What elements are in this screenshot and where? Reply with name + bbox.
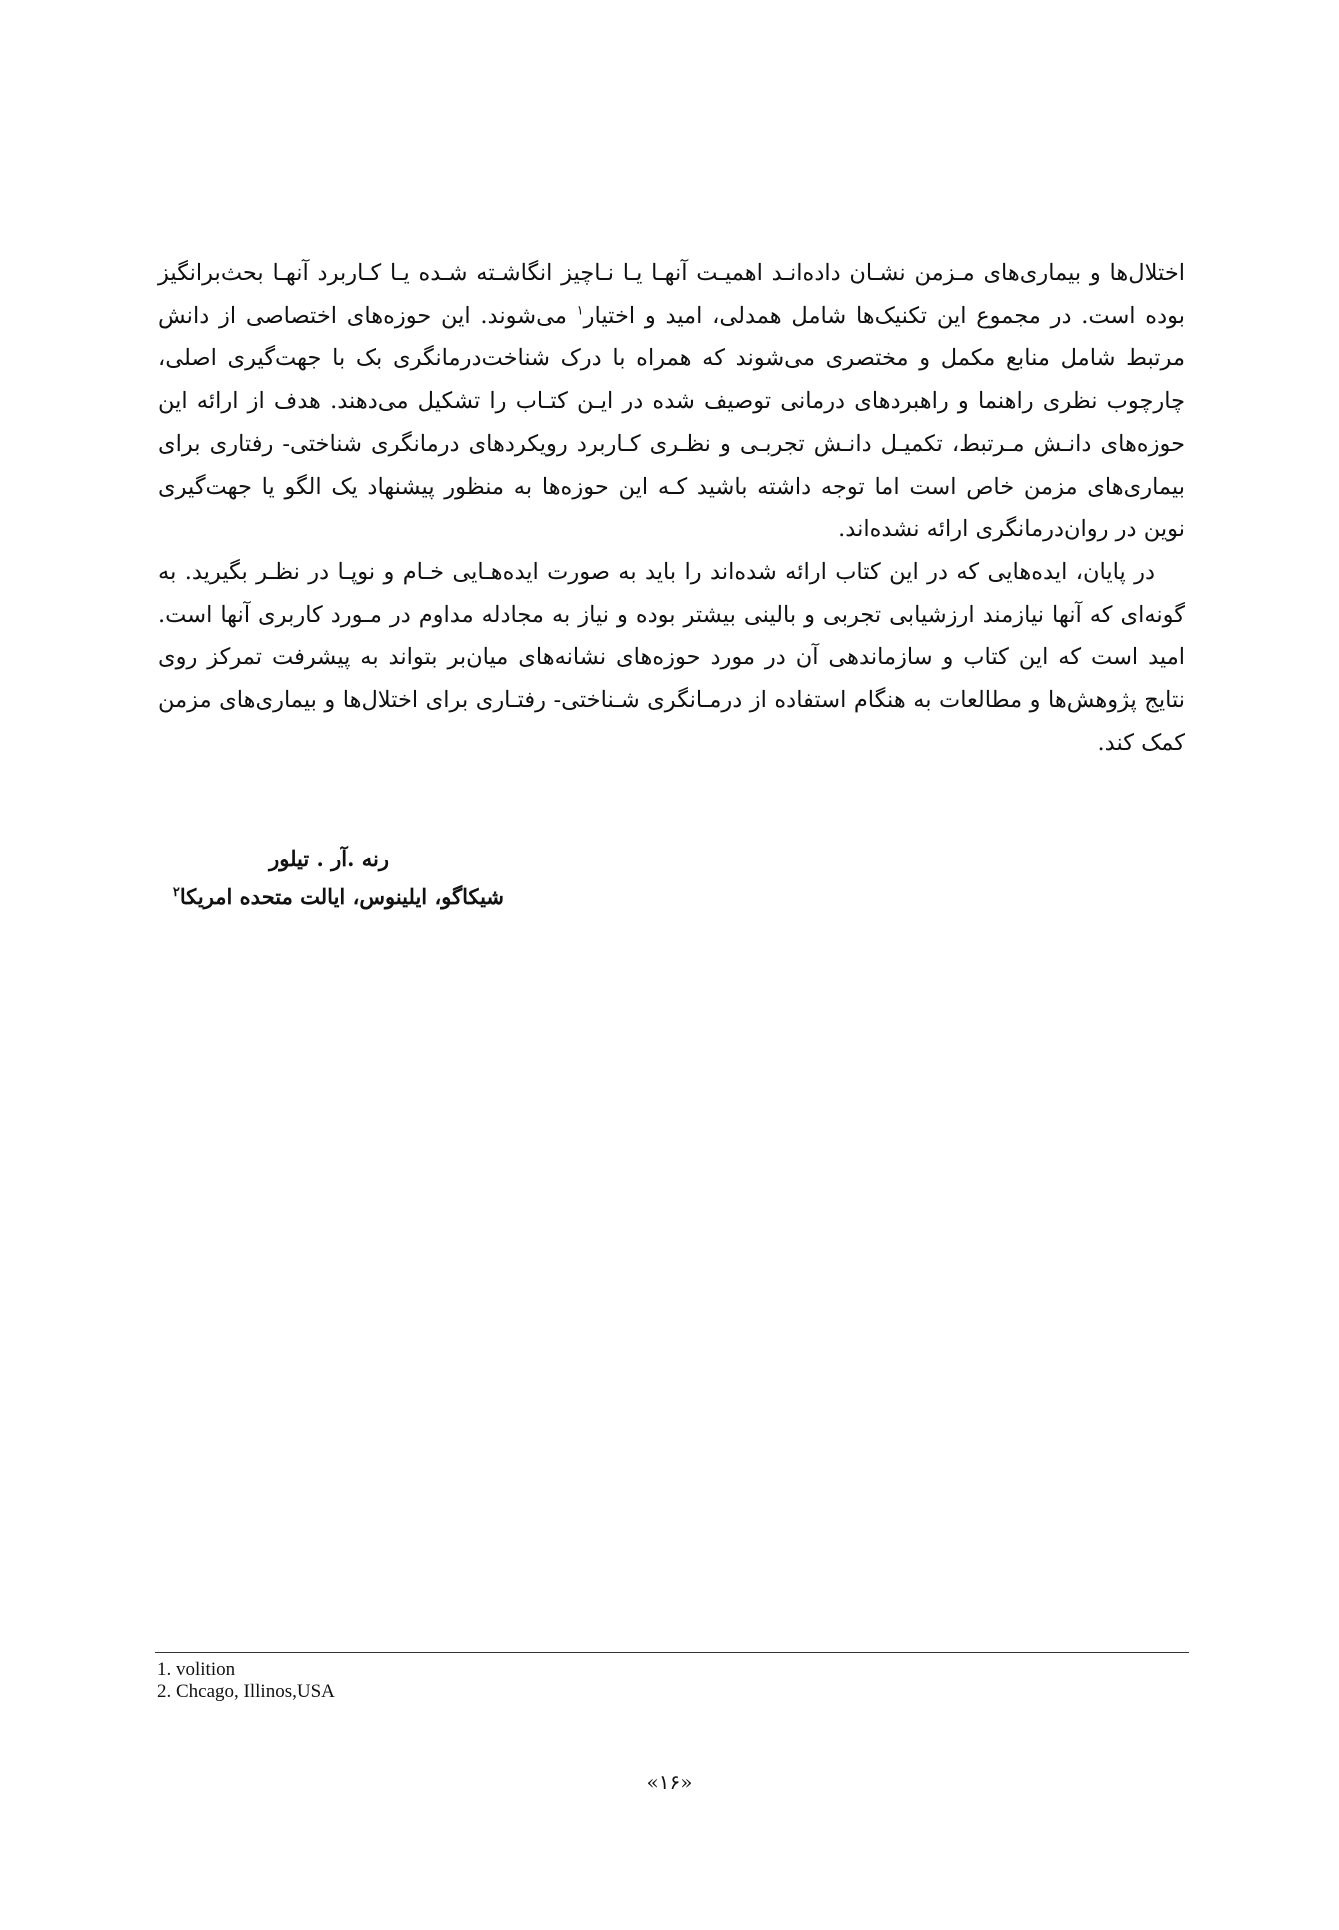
footnote-ref-1[interactable]: ۱ [576, 303, 584, 319]
author-name: رنه .آر . تیلور [269, 846, 389, 871]
paragraph-1-text-part-2: می‌شوند. این حوزه‌های اختصاصی از دانش مرتبط شامل منابع مکمل و مختصری می‌شوند که همراه با درک شناخت‌درمانگری بک با جهت‌گیری اصلی، چارچوب نظری راهنما و راهبردهای درمانی توصیف شده در ایـن کتـاب را تشکیل می‌دهند. هدف از ارائه این حوزه‌های دانـش مـرتبط، تکمیـل دانـش تجربـی و نظـری کـاربرد رویکردهای درمانگری شناختی- رفتاری برای بیماری‌های مزمن خاص است اما توجه داشته باشید کـه این حوزه‌ها به منظور پیشنهاد یک الگو یا جهت‌گیری نوین در روان‌درمانگری ارائه نشده‌اند. [158, 302, 1185, 543]
paragraph-1-text-part-1: اختلال‌ها و بیماری‌های مـزمن نشـان داده‌انـد اهمیـت آنهـا یـا نـاچیز انگاشـته شـده یـا کـاربرد آنهـا بحث‌برانگیز بوده است. در مجموع این تکنیک‌ها شامل همدلی، امید و اختیار [158, 260, 1185, 329]
body-text [158, 252, 1185, 764]
page-number: «۱۶» [646, 1770, 693, 1794]
author-location-text: شیکاگو، ایلینوس، ایالت متحده امریکا [179, 884, 504, 909]
paragraph-2: در پایان، ایده‌هایی که در این کتاب ارائه شده‌اند را باید به صورت ایده‌هـایی خـام و نوپـا در نظـر بگیرید. به گونه‌ای که آنها نیازمند ارزشیابی تجربی و بالینی بیشتر بوده و نیاز به مجادله مداوم در مـورد کاربری آنها است. امید است که این کتاب و سازماندهی آن در مورد حوزه‌های نشانه‌های میان‌بر بتواند به پیشرفت تمرکز روی نتایج پژوهش‌ها و مطالعات به هنگام استفاده از درمـانگری شـناختی- رفتـاری برای اختلال‌ها و بیماری‌های مزمن کمک کند. [158, 558, 1185, 756]
paragraph-1 [158, 252, 1185, 551]
footnote-ref-2[interactable]: ۲ [172, 885, 180, 900]
footnotes [157, 1659, 335, 1703]
author-location [173, 878, 504, 916]
footnote-2: 2. Chcago, Illinos,USA [157, 1681, 335, 1702]
footnote-1: 1. volition [157, 1659, 236, 1680]
footnote-divider [155, 1652, 1189, 1653]
